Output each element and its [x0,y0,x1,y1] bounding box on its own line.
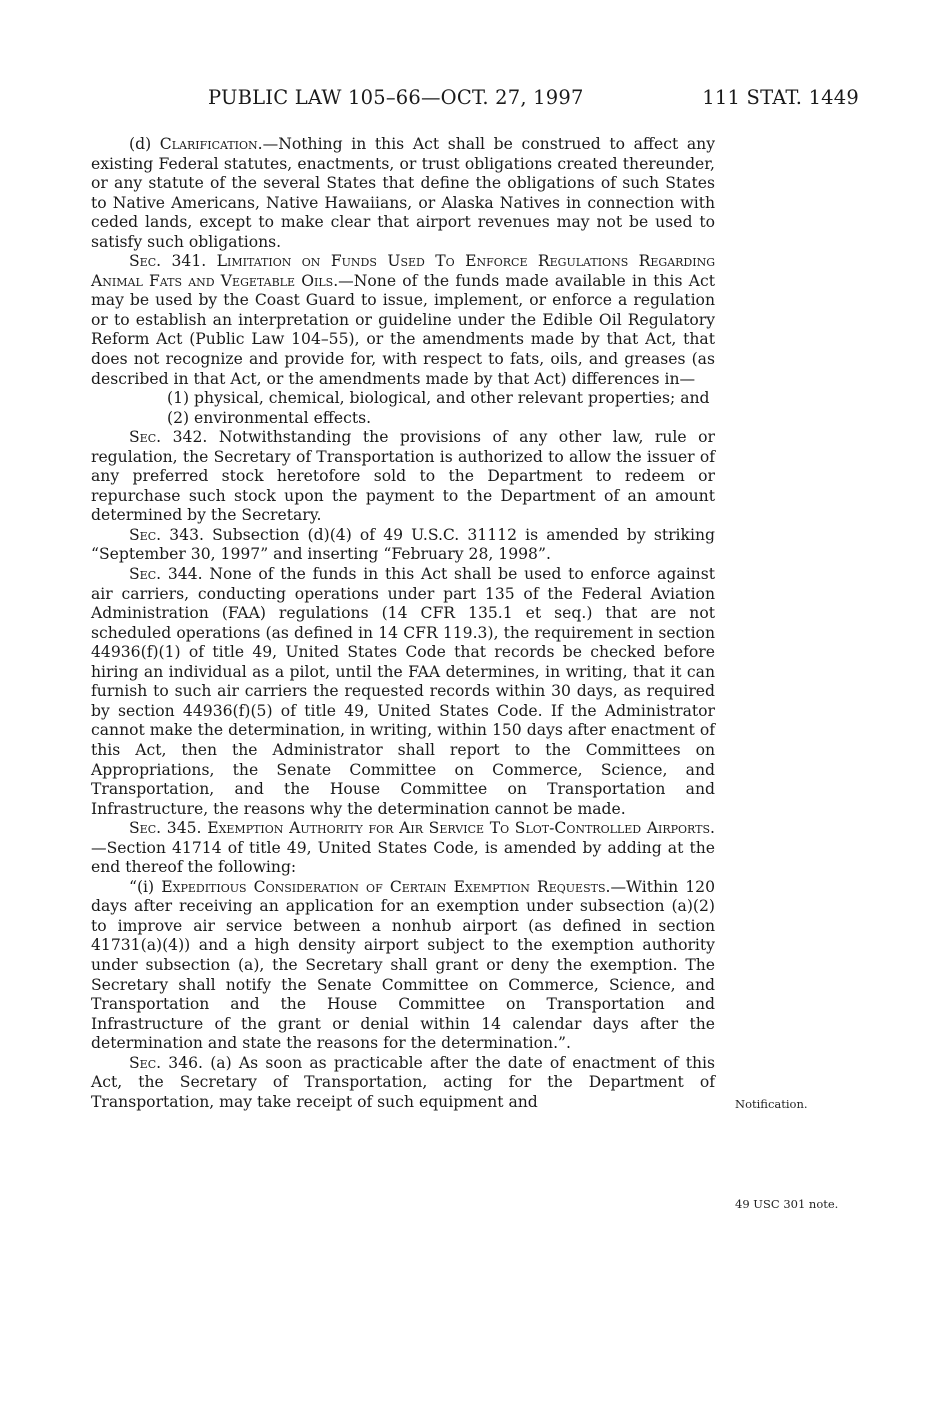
section-342: Sec. 342. Notwithstanding the provisions of any other law, rule or regulation, the Secretary of Transportation is authorized to allow the issuer of any preferred stock heretofore sold to the Department to redeem or repurchase such stock upon the payment to the Department of an amount determined by the Secretary. [91,428,715,525]
page-header [0,86,944,116]
sec-label: Sec [129,252,157,271]
sec-label: Sec [129,428,157,447]
margin-note-notification: Notification. [735,1097,808,1111]
sec-label: Sec [129,819,157,838]
sec-label: Sec [129,1053,157,1072]
margin-note-usc: 49 USC 301 note. [735,1197,839,1211]
section-344: Sec. 344. None of the funds in this Act shall be used to enforce against air carriers, conducting operations under part 135 of the Federal Aviation Administration (FAA) regulations (14 CFR 135.1 et seq.) that are not scheduled operations (as defined in 14 CFR 119.3), the requirement in section 44936(f)(1) of title 49, United States Code that records be checked before hiring an individual as a pilot, until the FAA determines, in writing, that it can furnish to such air carriers the requested records within 30 days, as required by section 44936(f)(5) of title 49, United States Code. If the Administrator cannot make the determination, in writing, within 150 days after enactment of this Act, then the Administrator shall report to the Committees on Appropriations, the Senate Committee on Commerce, Science, and Transportation, and the House Committee on Transportation and Infrastructure, the reasons why the determination cannot be made. [91,565,715,818]
section-341-heading: Limitation on Funds Used To Enforce Regulations Regarding Animal Fats and Vegetable Oils [91,252,716,290]
quoted-subsection-heading: Expeditious Consideration of Certain Exemption Requests [161,877,606,896]
running-title: PUBLIC LAW 105–66—OCT. 27, 1997 [208,86,584,109]
section-343: Sec. 343. Subsection (d)(4) of 49 U.S.C. 31112 is amended by striking “September 30, 1997” and inserting “February 28, 1998”. [91,525,715,564]
law-text-column [91,135,715,1112]
clarification-heading: Clarification [159,135,258,153]
statute-page-number: 111 STAT. 1449 [702,86,859,109]
sec-label: Sec [129,565,157,584]
section-341-item-1: (1) physical, chemical, biological, and other relevant properties; and [167,389,710,408]
section-346: Sec. 346. (a) As soon as practicable after the date of enactment of this Act, the Secretary of Transportation, acting for the Department of Transportation, may take receipt of such equipment and [91,1053,715,1111]
section-341-item-2: (2) environmental effects. [167,408,372,427]
section-345-heading: Exemption Authority for Air Service To Slot-Controlled Airports [207,819,711,838]
sec-label: Sec [129,525,157,544]
section-345-quoted-subsection: “(i) Expeditious Consideration of Certain Exemption Requests.—Within 120 days after receiving an application for an exemption under subsection (a)(2) to improve air service between a nonhub airport (as defined in section 41731(a)(4)) and a high density airport subject to the exemption authority under subsection (a), the Secretary shall grant or deny the exemption. The Secretary shall notify the Senate Committee on Commerce, Science, and Transportation and the House Committee on Transportation and Infrastructure of the grant or denial within 14 calendar days after the determination and state the reasons for the determination.”. [91,877,715,1053]
section-345: Sec. 345. Exemption Authority for Air Service To Slot-Controlled Airports.—Section 41714 of title 49, United States Code, is amended by adding at the end thereof the following: [91,819,715,877]
clarification-paragraph: (d) Clarification.—Nothing in this Act shall be construed to affect any existing Federal statutes, enactments, or trust obligations created thereunder, or any statute of the several States that define the obligations of such States to Native Americans, Native Hawaiians, or Alaska Natives in connection with ceded lands, except to make clear that airport revenues may not be used to satisfy such obligations. [91,135,716,251]
section-341: Sec. 341. Limitation on Funds Used To Enforce Regulations Regarding Animal Fats and Vegetable Oils.—None of the funds made available in this Act may be used by the Coast Guard to issue, implement, or enforce a regulation or to establish an interpretation or guideline under the Edible Oil Regulatory Reform Act (Public Law 104–55), or the amendments made by that Act, that does not recognize and provide for, with respect to fats, oils, and greases (as described in that Act, or the amendments made by that Act) differences in— [91,252,716,388]
